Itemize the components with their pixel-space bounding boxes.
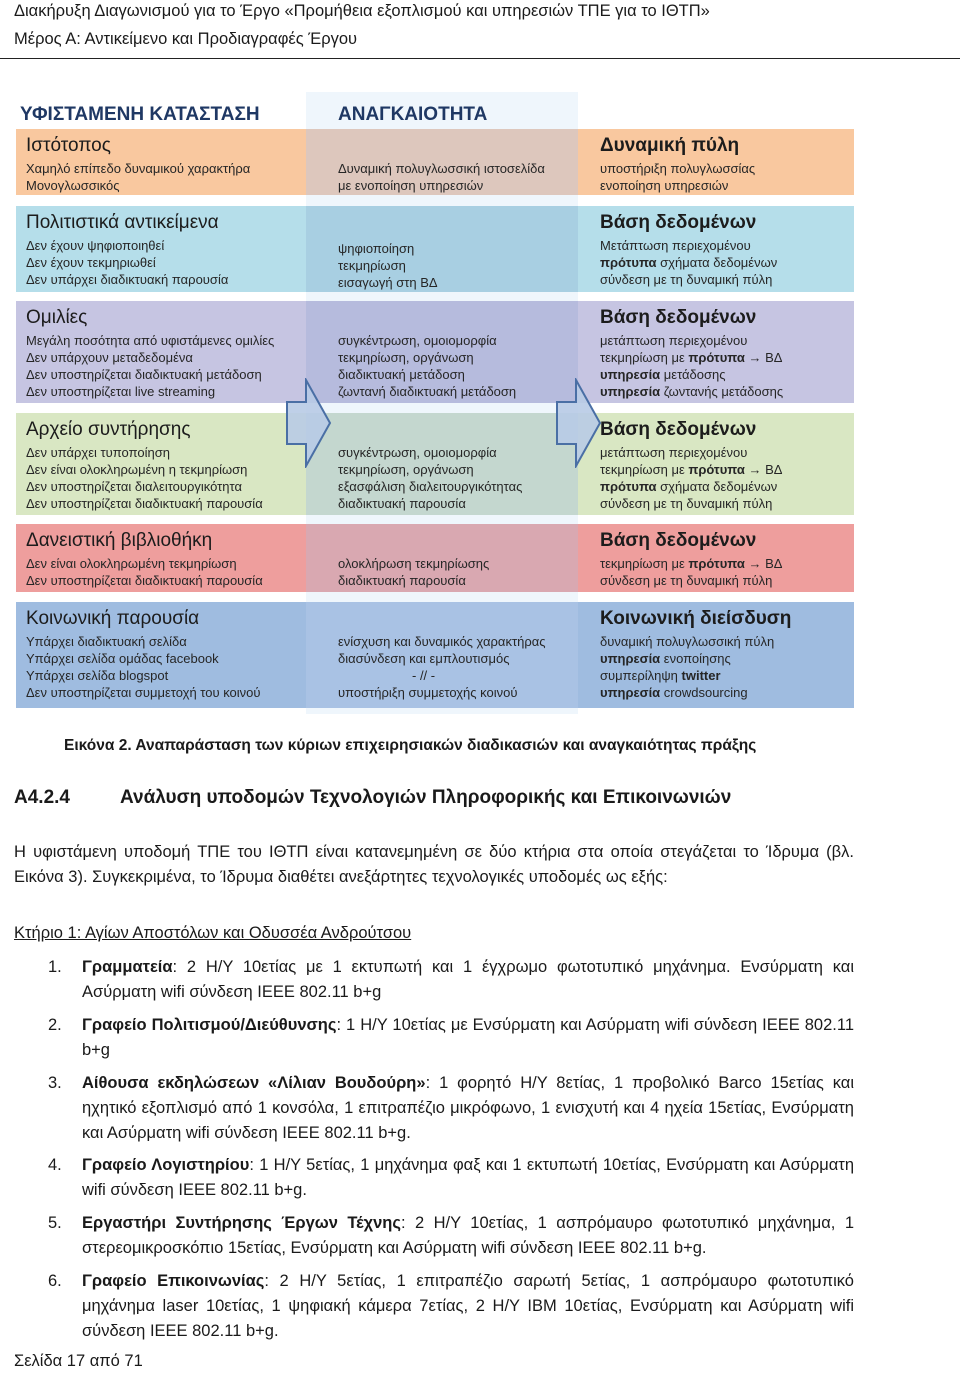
figure-row bbox=[16, 602, 854, 708]
list-item bbox=[48, 955, 854, 1005]
list-number: 4. bbox=[48, 1156, 62, 1174]
list-number: 2. bbox=[48, 1016, 62, 1034]
row-necessity-line: εξασφάλιση διαλειτουργικότητας bbox=[338, 479, 523, 494]
row-necessity-line: εισαγωγή στη ΒΔ bbox=[338, 275, 438, 290]
row-target-line: υπηρεσία μετάδοσης bbox=[600, 367, 726, 382]
list-item-label: Γραφείο Επικοινωνίας bbox=[82, 1272, 265, 1290]
list-text bbox=[82, 1153, 854, 1203]
row-current-title: Ιστότοπος bbox=[26, 135, 111, 156]
process-figure bbox=[16, 92, 854, 714]
row-necessity-line: υποστήριξη συμμετοχής κοινού bbox=[338, 685, 518, 700]
row-target-line: Μετάπτωση περιεχομένου bbox=[600, 238, 751, 253]
row-target-line: τεκμηρίωση με πρότυπα → ΒΔ bbox=[600, 556, 783, 571]
section-title: Ανάλυση υποδομών Τεχνολογιών Πληροφορικής και Επικοινωνιών bbox=[120, 787, 732, 808]
heading-necessity: ΑΝΑΓΚΑΙΟΤΗΤΑ bbox=[338, 104, 488, 125]
row-target-line: μετάπτωση περιεχομένου bbox=[600, 445, 748, 460]
row-current-title: Ομιλίες bbox=[26, 307, 88, 328]
list-item-label: Γραφείο Λογιστηρίου bbox=[82, 1156, 250, 1174]
row-current-line: Δεν είναι ολοκληρωμένη τεκμηρίωση bbox=[26, 556, 237, 571]
row-target-title: Βάση δεδομένων bbox=[600, 212, 757, 233]
row-target-line: μετάπτωση περιεχομένου bbox=[600, 333, 748, 348]
row-target-line: τεκμηρίωση με πρότυπα → ΒΔ bbox=[600, 350, 783, 365]
figure-row bbox=[16, 206, 854, 292]
row-necessity-line: τεκμηρίωση, οργάνωση bbox=[338, 462, 474, 477]
figure-caption: Εικόνα 2. Αναπαράσταση των κύριων επιχειρησιακών διαδικασιών και αναγκαιότητας πράξης bbox=[64, 737, 757, 754]
row-target-title: Βάση δεδομένων bbox=[600, 419, 757, 440]
row-target-line: υποστήριξη πολυγλωσσίας bbox=[600, 161, 756, 176]
row-necessity-line: ζωντανή διαδικτυακή μετάδοση bbox=[338, 384, 517, 399]
row-current-line: Δεν υποστηρίζεται διαδικτυακή παρουσία bbox=[26, 573, 263, 588]
row-target-line: δυναμική πολυγλωσσική πύλη bbox=[600, 634, 775, 649]
flow-arrow-icon bbox=[286, 378, 332, 468]
document-title: Διακήρυξη Διαγωνισμού για το Έργο «Προμήθεια εξοπλισμού και υπηρεσιών ΤΠΕ για το ΙΘΤΠ» bbox=[14, 2, 710, 20]
list-number: 3. bbox=[48, 1074, 62, 1092]
list-item-detail: : 1 Η/Υ 5ετίας, 1 μηχάνημα φαξ και 1 εκτυπωτή 10ετίας, Ενσύρματη και Ασύρματη wifi σύνδεση IEEE 802.11 b+g. bbox=[82, 1156, 854, 1199]
row-current-title: Δανειστική βιβλιοθήκη bbox=[26, 530, 213, 551]
row-necessity-line: συγκέντρωση, ομοιομορφία bbox=[338, 333, 497, 348]
list-item bbox=[48, 1269, 854, 1344]
row-target-line: σύνδεση με τη δυναμική πύλη bbox=[600, 573, 773, 588]
row-target-line: υπηρεσία ενοποίησης bbox=[600, 651, 731, 666]
list-item-detail: : 1 Η/Υ 10ετίας με Ενσύρματη και Ασύρματη wifi σύνδεση IEEE 802.11 b+g bbox=[82, 1016, 854, 1059]
row-target-line: υπηρεσία crowdsourcing bbox=[600, 685, 748, 700]
row-necessity-line: τεκμηρίωση, οργάνωση bbox=[338, 350, 474, 365]
list-item bbox=[48, 1211, 854, 1261]
list-item-detail: : 2 Η/Υ 10ετίας με 1 εκτυπωτή και 1 έγχρωμο φωτοτυπικό μηχάνημα. Ενσύρματη και Ασύρματη wifi σύνδεση IEEE 802.11 b+g bbox=[82, 958, 854, 1001]
row-current-line: Δεν υποστηρίζεται διαλειτουργικότητα bbox=[26, 479, 242, 494]
row-current-line: Υπάρχει διαδικτυακή σελίδα bbox=[26, 634, 187, 649]
row-current-title: Αρχείο συντήρησης bbox=[26, 419, 191, 440]
flow-arrow-icon bbox=[556, 378, 602, 468]
list-number: 5. bbox=[48, 1214, 62, 1232]
row-necessity-line: διαδικτυακή παρουσία bbox=[338, 573, 466, 588]
list-item bbox=[48, 1013, 854, 1063]
list-item-detail: : 2 Η/Υ 10ετίας, 1 ασπρόμαυρο φωτοτυπικό μηχάνημα, 1 στερεομικροσκόπιο 15ετίας, Ενσύρματη και Ασύρματη wifi σύνδεση IEEE 802.11 b+g. bbox=[82, 1214, 855, 1257]
row-necessity-line: διαδικτυακή μετάδοση bbox=[338, 367, 465, 382]
row-current-line: Δεν υπάρχει διαδικτυακή παρουσία bbox=[26, 272, 229, 287]
heading-current-state: ΥΦΙΣΤΑΜΕΝΗ ΚΑΤΑΣΤΑΣΗ bbox=[20, 104, 260, 125]
list-text bbox=[82, 1269, 854, 1344]
row-current-line: Χαμηλό επίπεδο δυναμικού χαρακτήρα bbox=[26, 161, 251, 176]
row-current-line: Δεν έχουν τεκμηριωθεί bbox=[26, 255, 156, 270]
row-target-line: συμπερίληψη twitter bbox=[600, 668, 721, 683]
row-target-line: πρότυπα σχήματα δεδομένων bbox=[600, 479, 778, 494]
header-divider bbox=[0, 58, 960, 59]
list-item-label: Εργαστήρι Συντήρησης Έργων Τέχνης bbox=[82, 1214, 401, 1232]
row-necessity-line: ψηφιοποίηση bbox=[338, 241, 415, 256]
document-part: Μέρος Α: Αντικείμενο και Προδιαγραφές Έργου bbox=[14, 30, 358, 48]
page-number: Σελίδα 17 από 71 bbox=[14, 1352, 143, 1370]
figure-row bbox=[16, 129, 854, 195]
row-current-line: Δεν υποστηρίζεται συμμετοχή του κοινού bbox=[26, 685, 261, 700]
row-target-title: Βάση δεδομένων bbox=[600, 307, 757, 328]
figure-row bbox=[16, 301, 854, 403]
row-current-line: Δεν είναι ολοκληρωμένη η τεκμηρίωση bbox=[26, 462, 248, 477]
row-necessity-line: με ενοποίηση υπηρεσιών bbox=[338, 178, 484, 193]
list-item-label: Γραμματεία bbox=[82, 958, 173, 976]
row-current-title: Πολιτιστικά αντικείμενα bbox=[26, 212, 219, 233]
row-target-line: πρότυπα σχήματα δεδομένων bbox=[600, 255, 778, 270]
list-item-detail: : 2 Η/Υ 5ετίας, 1 επιτραπέζιο σαρωτή 5ετίας, 1 ασπρόμαυρο φωτοτυπικό μηχάνημα laser 10ετίας, 1 ψηφιακή κάμερα 7ετίας, 2 Η/Υ IBM 10ετίας, Ενσύρματη και Ασύρματη wifi σύνδεση IEEE 802.11 b+g. bbox=[82, 1272, 854, 1340]
list-item-label: Γραφείο Πολιτισμού/Διεύθυνσης bbox=[82, 1016, 337, 1034]
row-current-line: Μονογλωσσικός bbox=[26, 178, 120, 193]
list-text bbox=[82, 1071, 854, 1146]
row-current-title: Κοινωνική παρουσία bbox=[26, 608, 200, 629]
row-necessity-line: ενίσχυση και δυναμικός χαρακτήρας bbox=[338, 634, 546, 649]
building-subheading: Κτήριο 1: Αγίων Αποστόλων και Οδυσσέα Ανδρούτσου bbox=[14, 924, 412, 942]
row-target-title: Βάση δεδομένων bbox=[600, 530, 757, 551]
row-target-line: υπηρεσία ζωντανής μετάδοσης bbox=[600, 384, 784, 399]
row-target-title: Δυναμική πύλη bbox=[600, 135, 740, 156]
row-necessity-line: - // - bbox=[412, 668, 436, 683]
row-current-line: Δεν υποστηρίζεται διαδικτυακή παρουσία bbox=[26, 496, 263, 511]
list-item-label: Αίθουσα εκδηλώσεων «Λίλιαν Βουδούρη» bbox=[82, 1074, 426, 1092]
list-text bbox=[82, 955, 854, 1005]
list-text bbox=[82, 1211, 854, 1261]
row-current-line: Υπάρχει σελίδα ομάδας facebook bbox=[26, 651, 219, 666]
row-current-line: Δεν έχουν ψηφιοποιηθεί bbox=[26, 238, 165, 253]
row-necessity-line: συγκέντρωση, ομοιομορφία bbox=[338, 445, 497, 460]
row-target-title: Κοινωνική διείσδυση bbox=[600, 608, 792, 629]
figure-row bbox=[16, 524, 854, 592]
row-current-line: Δεν υπάρχουν μεταδεδομένα bbox=[26, 350, 193, 365]
row-current-line: Υπάρχει σελίδα blogspot bbox=[26, 668, 169, 683]
section-number: Α4.2.4 bbox=[14, 787, 70, 808]
list-item bbox=[48, 1153, 854, 1203]
row-target-line: τεκμηρίωση με πρότυπα → ΒΔ bbox=[600, 462, 783, 477]
row-current-line: Δεν υποστηρίζεται live streaming bbox=[26, 384, 216, 399]
list-item-detail: : 1 φορητό Η/Υ 8ετίας, 1 προβολικό Barco 15ετίας και ηχητικό εξοπλισμό από 1 κονσόλα, 1 επιτραπέζιο μικρόφωνο, 1 ενισχυτή και 4 ηχεία 15ετίας, Ενσύρματη και Ασύρματη wifi σύνδεση IEEE 802.11 b+g. bbox=[82, 1074, 854, 1142]
list-item bbox=[48, 1071, 854, 1146]
section-heading bbox=[14, 787, 731, 809]
row-necessity-line: διασύνδεση και εμπλουτισμός bbox=[338, 651, 510, 666]
list-number: 1. bbox=[48, 958, 62, 976]
row-necessity-line: διαδικτυακή παρουσία bbox=[338, 496, 466, 511]
list-number: 6. bbox=[48, 1272, 62, 1290]
row-necessity-line: ολοκλήρωση τεκμηρίωσης bbox=[338, 556, 490, 571]
figure-row bbox=[16, 413, 854, 515]
row-current-line: Δεν υποστηρίζεται διαδικτυακή μετάδοση bbox=[26, 367, 262, 382]
intro-paragraph: Η υφιστάμενη υποδομή ΤΠΕ του ΙΘΤΠ είναι κατανεμημένη σε δύο κτήρια στα οποία στεγάζεται το Ίδρυμα (βλ. Εικόνα 3). Συγκεκριμένα, το Ίδρυμα διαθέτει ανεξάρτητες τεχνολογικές υποδομές ως εξής: bbox=[14, 843, 854, 886]
row-current-line: Δεν υπάρχει τυποποίηση bbox=[26, 445, 170, 460]
row-current-line: Μεγάλη ποσότητα από υφιστάμενες ομιλίες bbox=[26, 333, 275, 348]
row-target-line: σύνδεση με τη δυναμική πύλη bbox=[600, 272, 773, 287]
row-necessity-line: τεκμηρίωση bbox=[338, 258, 406, 273]
row-target-line: σύνδεση με τη δυναμική πύλη bbox=[600, 496, 773, 511]
row-target-line: ενοποίηση υπηρεσιών bbox=[600, 178, 729, 193]
list-text bbox=[82, 1013, 854, 1063]
row-necessity-line: Δυναμική πολυγλωσσική ιστοσελίδα bbox=[338, 161, 545, 176]
